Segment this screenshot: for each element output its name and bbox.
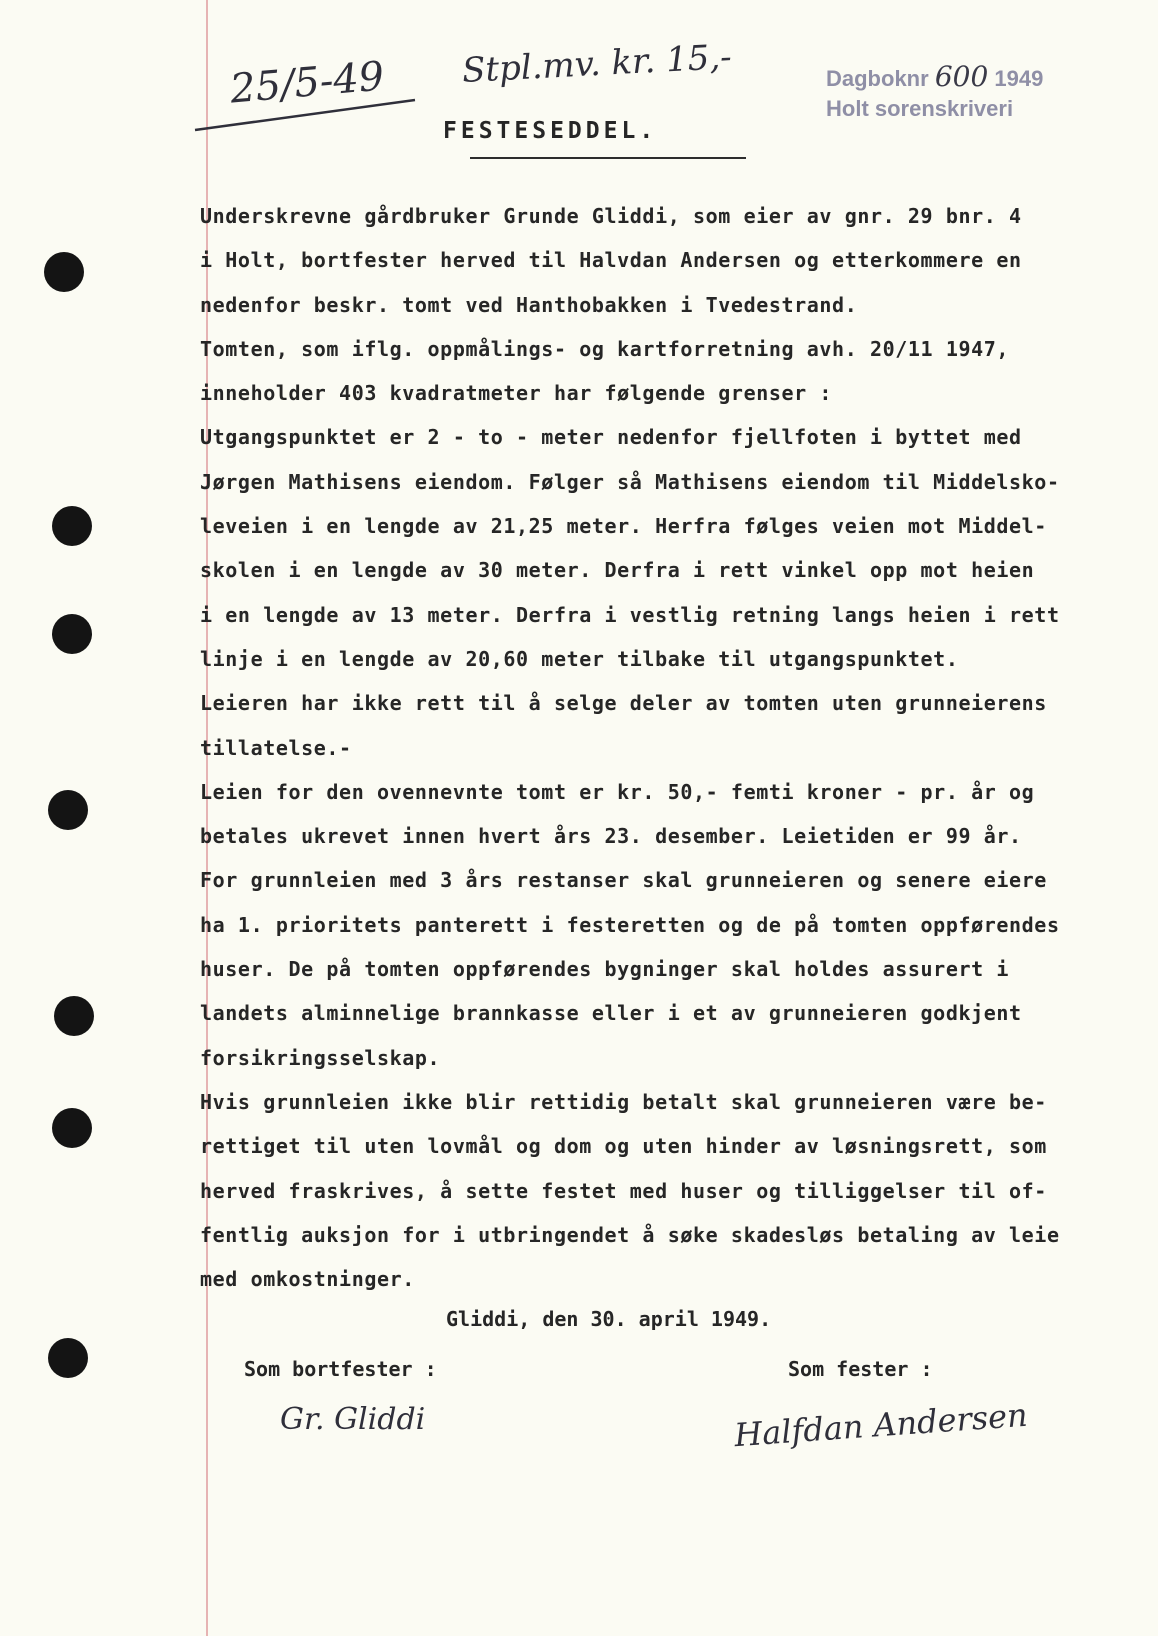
place-date: Gliddi, den 30. april 1949. — [446, 1307, 772, 1331]
body-line: Utgangspunktet er 2 - to - meter nedenfor fjellfoten i byttet med — [200, 425, 1022, 450]
body-line: med omkostninger. — [200, 1267, 415, 1292]
stamp-office: Holt sorenskriveri — [826, 96, 1014, 121]
stamp-year: 1949 — [994, 66, 1044, 91]
body-line: leveien i en lengde av 21,25 meter. Herfra følges veien mot Middel- — [200, 514, 1047, 539]
stamp-prefix: Dagboknr — [826, 66, 929, 91]
body-line: landets alminnelige brannkasse eller i et av grunneieren godkjent — [200, 1001, 1022, 1026]
body-line: Jørgen Mathisens eiendom. Følger så Mathisens eiendom til Middelsko- — [200, 469, 1060, 494]
body-line: forsikringsselskap. — [200, 1045, 441, 1070]
body-line: For grunnleien med 3 års restanser skal grunneieren og senere eiere — [200, 868, 1047, 893]
registry-stamp — [826, 62, 1043, 124]
body-line: i en lengde av 13 meter. Derfra i vestlig retning langs heien i rett — [200, 602, 1060, 627]
title-underline — [470, 157, 746, 159]
body-line: huser. De på tomten oppførendes bygninger skal holdes assurert i — [200, 957, 1010, 982]
punch-hole — [52, 1108, 92, 1148]
lessee-signature: Halfdan Andersen — [733, 1395, 1029, 1455]
stamp-number: 600 — [934, 60, 989, 93]
punch-hole — [48, 1338, 88, 1378]
body-line: nedenfor beskr. tomt ved Hanthobakken i Tvedestrand. — [200, 292, 858, 317]
body-line: Leieren har ikke rett til å selge deler av tomten uten grunneierens — [200, 691, 1047, 716]
punch-hole — [54, 996, 94, 1036]
body-line: Underskrevne gårdbruker Grunde Gliddi, som eier av gnr. 29 bnr. 4 — [200, 204, 1022, 228]
body-line: tillatelse.- — [200, 735, 352, 760]
body-line: Hvis grunnleien ikke blir rettidig betalt skal grunneieren være be- — [200, 1089, 1047, 1114]
body-line: Leien for den ovennevnte tomt er kr. 50,- femti kroner - pr. år og — [200, 779, 1035, 804]
lessor-label: Som bortfester : — [244, 1357, 437, 1381]
body-line: linje i en lengde av 20,60 meter tilbake til utgangspunktet. — [200, 646, 959, 671]
body-line: fentlig auksjon for i utbringendet å søke skadesløs betaling av leie — [200, 1222, 1060, 1247]
body-text — [200, 194, 1130, 1301]
document-title: FESTESEDDEL. — [443, 118, 658, 144]
date-underline — [190, 96, 420, 136]
body-line: Tomten, som iflg. oppmålings- og kartforretning avh. 20/11 1947, — [200, 336, 1010, 361]
lessee-label: Som fester : — [788, 1357, 933, 1381]
punch-hole — [52, 506, 92, 546]
handwritten-stamp-fee: Stpl.mv. kr. 15,- — [461, 36, 733, 92]
body-line: ha 1. prioritets panterett i festeretten og de på tomten oppførendes — [200, 912, 1060, 937]
body-line: herved fraskrives, å sette festet med huser og tilliggelser til of- — [200, 1178, 1047, 1203]
body-line: skolen i en lengde av 30 meter. Derfra i rett vinkel opp mot heien — [200, 558, 1035, 583]
lessor-signature: Gr. Gliddi — [280, 1402, 426, 1437]
body-line: betales ukrevet innen hvert års 23. desember. Leietiden er 99 år. — [200, 824, 1022, 849]
punch-hole — [48, 790, 88, 830]
body-line: i Holt, bortfester herved til Halvdan Andersen og etterkommere en — [200, 248, 1022, 273]
handwritten-date: 25/5-49 — [228, 53, 386, 113]
body-line: inneholder 403 kvadratmeter har følgende grenser : — [200, 381, 833, 406]
body-line: rettiget til uten lovmål og dom og uten hinder av løsningsrett, som — [200, 1134, 1047, 1159]
punch-hole — [52, 614, 92, 654]
punch-hole — [44, 252, 84, 292]
